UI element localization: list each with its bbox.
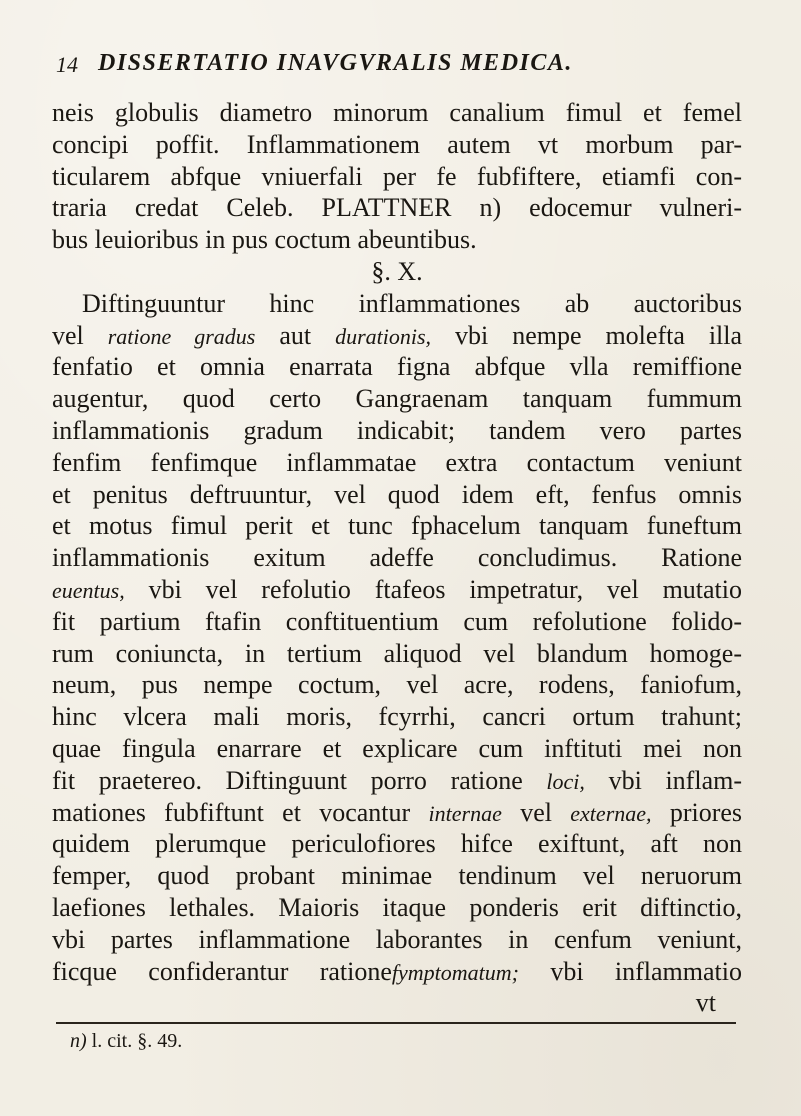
text-span: vbi inflam-: [608, 765, 742, 795]
text-line: [52, 797, 742, 829]
running-header: [56, 48, 796, 88]
text-span: ficque confiderantur ratione: [52, 956, 392, 986]
text-line: inflammationis gradum indicabit; tandem vero partes: [52, 415, 742, 445]
text-line: [52, 765, 742, 797]
text-line: neum, pus nempe coctum, vel acre, rodens, faniofum,: [52, 670, 742, 700]
text-line: fenfim fenfimque inflammatae extra contactum veniunt: [52, 447, 742, 477]
text-span: fit praetereo. Diftinguunt porro ratione: [52, 765, 523, 795]
text-line: fit partium ftafin conftituentium cum refolutione folido-: [52, 606, 742, 636]
text-line: [52, 574, 742, 606]
body-text: [52, 97, 742, 1019]
text-line: bus leuioribus in pus coctum abeuntibus.: [52, 225, 477, 255]
text-line: [52, 542, 742, 574]
footnote-mark: n): [70, 1030, 87, 1052]
text-span: vel: [520, 797, 552, 827]
text-line: concipi poffit. Inflammationem autem vt morbum par-: [52, 129, 742, 159]
italic-span: internae: [428, 800, 502, 826]
text-span: priores: [669, 797, 742, 827]
section-heading: §. X.: [371, 256, 423, 286]
catchword: vt: [695, 988, 716, 1018]
text-line: quae fingula enarrare et explicare cum inftituti mei non: [52, 733, 742, 763]
text-line: laefiones lethales. Maioris itaque ponderis erit diftinctio,: [52, 892, 742, 922]
italic-span: loci,: [546, 768, 585, 794]
text-line: [52, 956, 742, 988]
text-line: traria credat Celeb. PLATTNER n) edocemur vulneri-: [52, 193, 742, 223]
italic-span: externae,: [570, 800, 652, 826]
text-line: femper, quod probant minimae tendinum vel neruorum: [52, 861, 742, 891]
text-line: hinc vlcera mali moris, fcyrrhi, cancri ortum trahunt;: [52, 702, 742, 732]
text-line: vbi partes inflammatione laborantes in cenfum veniunt,: [52, 924, 742, 954]
text-line: [52, 320, 742, 352]
italic-span: euentus,: [52, 577, 125, 603]
text-span: vel: [52, 320, 84, 350]
footnote-rule: [56, 1022, 736, 1024]
text-line: neis globulis diametro minorum canalium fimul et femel: [52, 98, 742, 127]
italic-span: ratione gradus: [107, 323, 256, 349]
italic-span: fymptomatum;: [391, 959, 519, 985]
text-line: rum coniuncta, in tertium aliquod vel blandum homoge-: [52, 638, 742, 668]
italic-span: durationis,: [335, 323, 432, 349]
page-number: 14: [56, 52, 78, 77]
text-line: augentur, quod certo Gangraenam tanquam fummum: [52, 384, 742, 414]
text-span: mationes fubfiftunt et vocantur: [52, 797, 411, 827]
text-line: et motus fimul perit et tunc fphacelum tanquam funeftum: [52, 511, 742, 541]
footnote: [70, 1030, 182, 1053]
text-line: ticularem abfque vniuerfali per fe fubfiftere, etiamfi con-: [52, 161, 742, 191]
text-line: Diftinguuntur hinc inflammationes ab auctoribus: [82, 288, 742, 318]
text-span: Ratione: [661, 543, 742, 573]
text-line: fenfatio et omnia enarrata figna abfque vlla remiffione: [52, 352, 742, 382]
text-span: aut: [279, 320, 312, 350]
text-line: quidem plerumque periculofiores hifce exiftunt, aft non: [52, 829, 742, 859]
text-span: vbi vel refolutio ftafeos impetratur, vel mutatio: [148, 574, 742, 604]
text-span: vbi inflammatio: [550, 956, 742, 986]
running-title: DISSERTATIO INAVGVRALIS MEDICA.: [98, 50, 573, 76]
text-span: vbi nempe molefta illa: [455, 320, 742, 350]
text-span: inflammationis exitum adeffe concludimus.: [52, 543, 618, 573]
footnote-text: l. cit. §. 49.: [91, 1030, 183, 1052]
text-line: et penitus deftruuntur, vel quod idem eft, fenfus omnis: [52, 479, 742, 509]
